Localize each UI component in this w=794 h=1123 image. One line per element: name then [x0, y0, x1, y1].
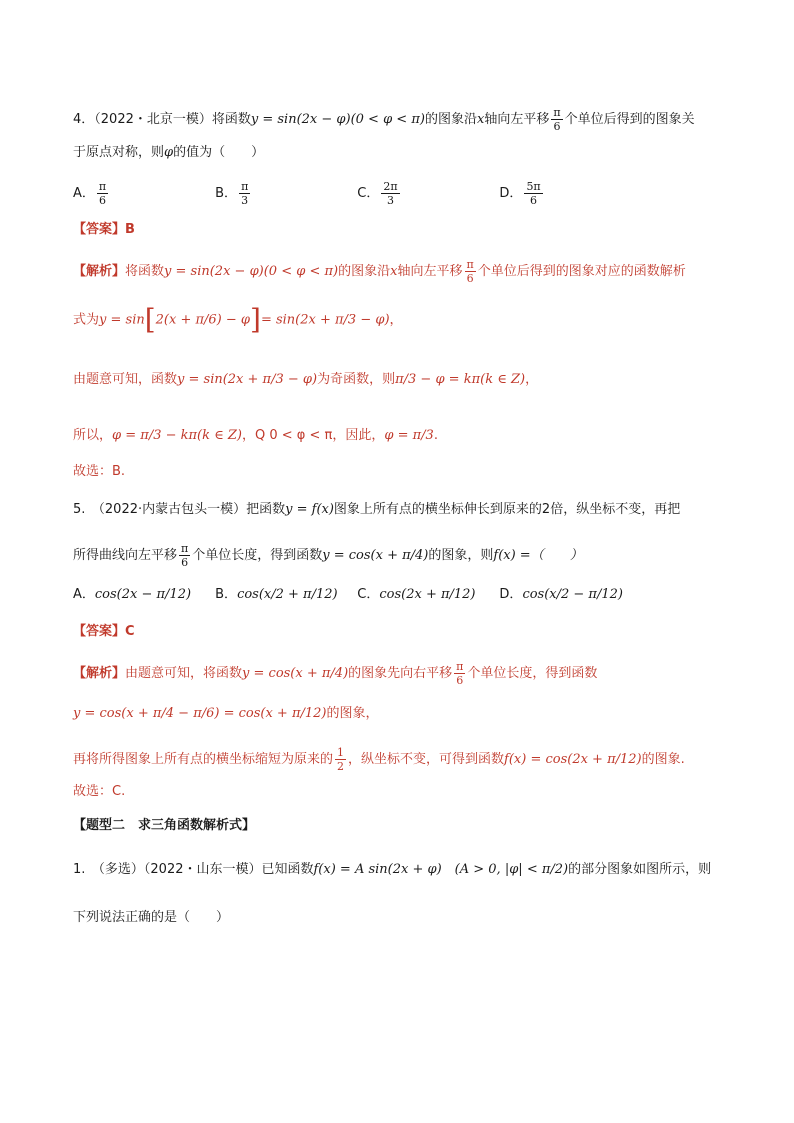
- q4-option-a[interactable]: A． $\frac{\pi}{6}$: [73, 180, 107, 207]
- q5-option-a[interactable]: A．cos(2x − π/12): [73, 587, 192, 602]
- q5-analysis-line3: 再将所得图象上所有点的横坐标缩短为原来的 $\frac{1}{2}$ ，纵坐标不变，可得到函数f(x) = cos(2x + π/12)的图象.: [73, 746, 685, 773]
- q4-analysis-line1: 【解析】将函数y = sin(2x − φ)(0 < φ < π)的图象沿x轴向左平移 $\frac{\pi}{6}$ 个单位后得到的图象对应的函数解析: [73, 258, 686, 285]
- type2-q1-line1: 1. （多选）（2022・山东一模）已知函数f(x) = A sin(2x + φ) (A > 0, |φ| < π/2)的部分图象如图所示，则: [73, 862, 712, 877]
- q5-option-c[interactable]: C．cos(2x + π/12): [357, 587, 476, 602]
- q4-option-b[interactable]: B． $\frac{\pi}{3}$: [215, 180, 249, 207]
- q4-options: [73, 180, 734, 207]
- q4-analysis-line4: 所以，φ = π/3 − kπ(k ∈ Z)，Q 0 < φ < π，因此，φ = π/3.: [73, 428, 438, 443]
- q5-analysis-line2: y = cos(x + π/4 − π/6) = cos(x + π/12)的图象，: [73, 706, 379, 721]
- q4-select: 故选：B.: [73, 464, 126, 479]
- q5-analysis-line1: 【解析】由题意可知，将函数y = cos(x + π/4)的图象先向右平移 $\frac{\pi}{6}$ 个单位长度，得到函数: [73, 660, 598, 687]
- q4-stem-line1: 4．（2022・北京一模）将函数y = sin(2x − φ)(0 < φ < π)的图象沿x轴向左平移 $\frac{\pi}{6}$ 个单位后得到的图象关: [73, 106, 695, 133]
- q4-stem-line2: 于原点对称，则φ的值为（ ）: [73, 145, 265, 160]
- q4-shift-fraction: $\frac{\pi}{6}$: [553, 106, 561, 133]
- q5-stem-line1: 5. （2022·内蒙古包头一模）把函数y = f(x)图象上所有点的横坐标伸长到原来的2倍，纵坐标不变，再把: [73, 502, 681, 517]
- q4-analysis-line2: 式为y = sin[2(x + π/6) − φ]= sin(2x + π/3 − φ)，: [73, 303, 403, 336]
- q5-option-d[interactable]: D．cos(x/2 − π/12): [499, 587, 623, 602]
- q5-stem-line2: 所得曲线向左平移 $\frac{\pi}{6}$ 个单位长度，得到函数y = cos(x + π/4)的图象，则f(x) =（ ）: [73, 542, 583, 569]
- q4-answer: 【答案】B: [73, 222, 135, 237]
- q5-option-b[interactable]: B．cos(x/2 + π/12): [215, 587, 338, 602]
- q5-options: [73, 585, 734, 605]
- q4-option-c[interactable]: C． $\frac{2\pi}{3}$: [357, 180, 398, 207]
- type2-q1-line2: 下列说法正确的是（ ）: [73, 910, 230, 925]
- section-heading-type2: 【题型二 求三角函数解析式】: [73, 818, 256, 833]
- q4-analysis-line3: 由题意可知，函数y = sin(2x + π/3 − φ)为奇函数，则π/3 − φ = kπ(k ∈ Z)，: [73, 372, 539, 387]
- q5-answer: 【答案】C: [73, 624, 135, 639]
- q4-function: y = sin(2x − φ)(0 < φ < π): [250, 112, 425, 127]
- q4-option-d[interactable]: D． $\frac{5\pi}{6}$: [499, 180, 541, 207]
- q5-select: 故选：C.: [73, 784, 126, 799]
